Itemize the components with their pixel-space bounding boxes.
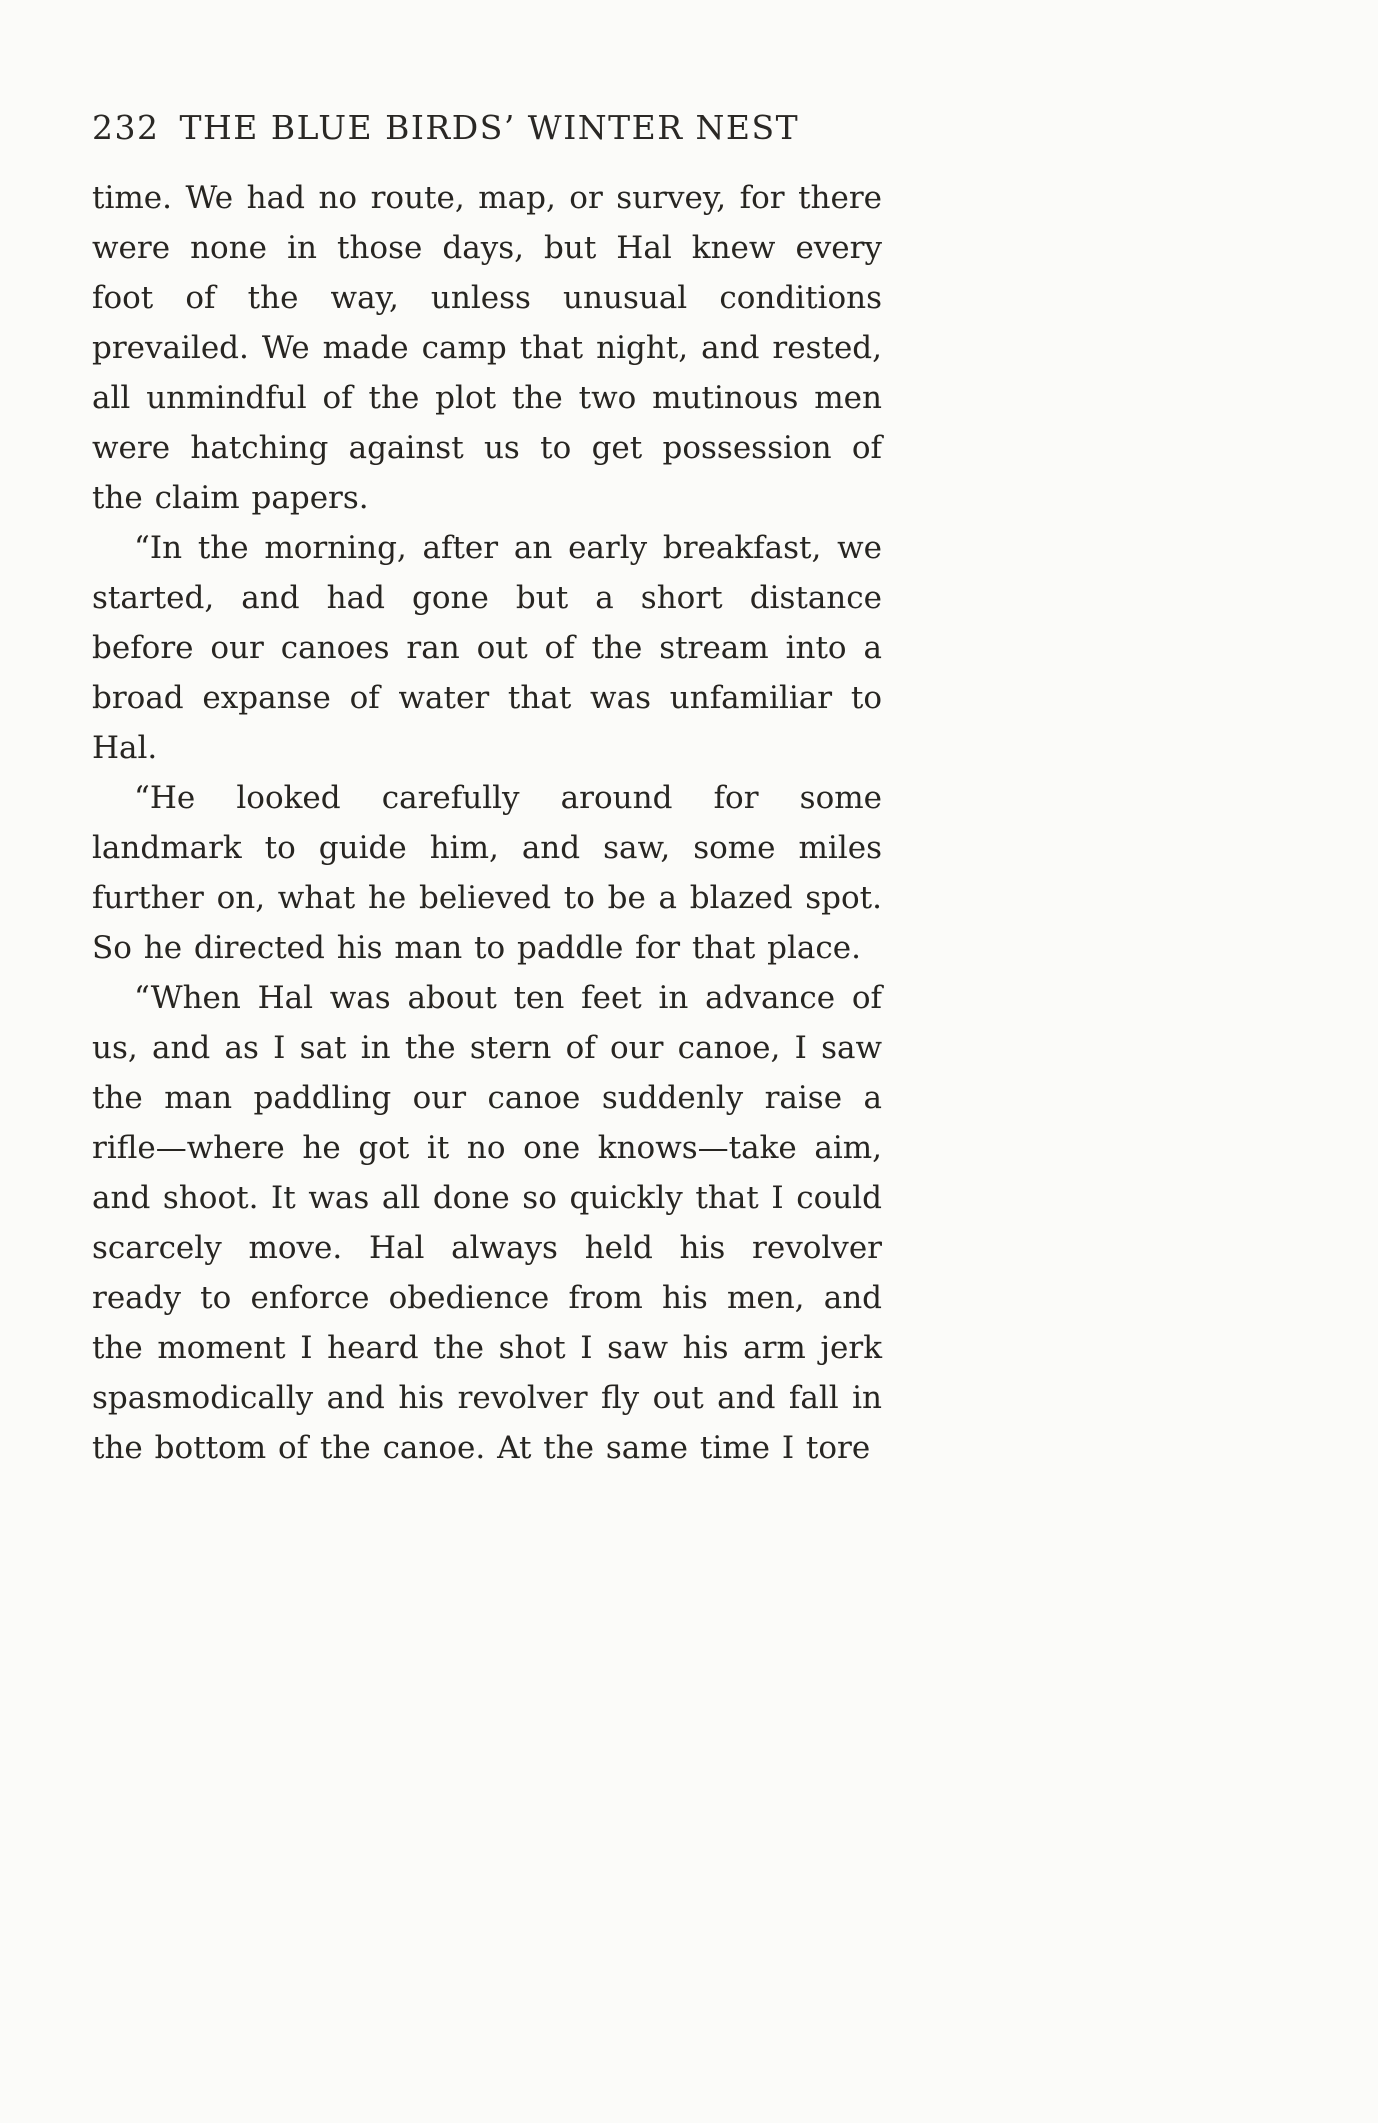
running-title: THE BLUE BIRDS’ WINTER NEST <box>179 108 800 147</box>
page-number: 232 <box>92 108 160 147</box>
paragraph: “He looked carefully around for some landmark to guide him, and saw, some miles further on, what he believed to be a blazed spot. So he directed his man to paddle for that place. <box>92 780 882 966</box>
page-header <box>92 108 882 147</box>
paragraph: “When Hal was about ten feet in advance of us, and as I sat in the stern of our canoe, I saw the man paddling our canoe suddenly raise a rifle—where he got it no one knows—take aim, and shoot. It was all done so quickly that I could scarcely move. Hal always held his revolver ready to enforce obedience from his men, and the moment I heard the shot I saw his arm jerk spasmodically and his revolver fly out and fall in the bottom of the canoe. At the same time I tore <box>92 980 882 1466</box>
paragraph: “In the morning, after an early breakfast, we started, and had gone but a short distance before our canoes ran out of the stream into a broad expanse of water that was unfamiliar to Hal. <box>92 530 882 766</box>
paragraph: time. We had no route, map, or survey, for there were none in those days, but Hal knew every foot of the way, unless unusual conditions prevailed. We made camp that night, and rested, all unmindful of the plot the two mutinous men were hatching against us to get possession of the claim papers. <box>92 180 882 516</box>
body-text <box>92 173 882 1473</box>
text-block <box>92 108 882 1473</box>
